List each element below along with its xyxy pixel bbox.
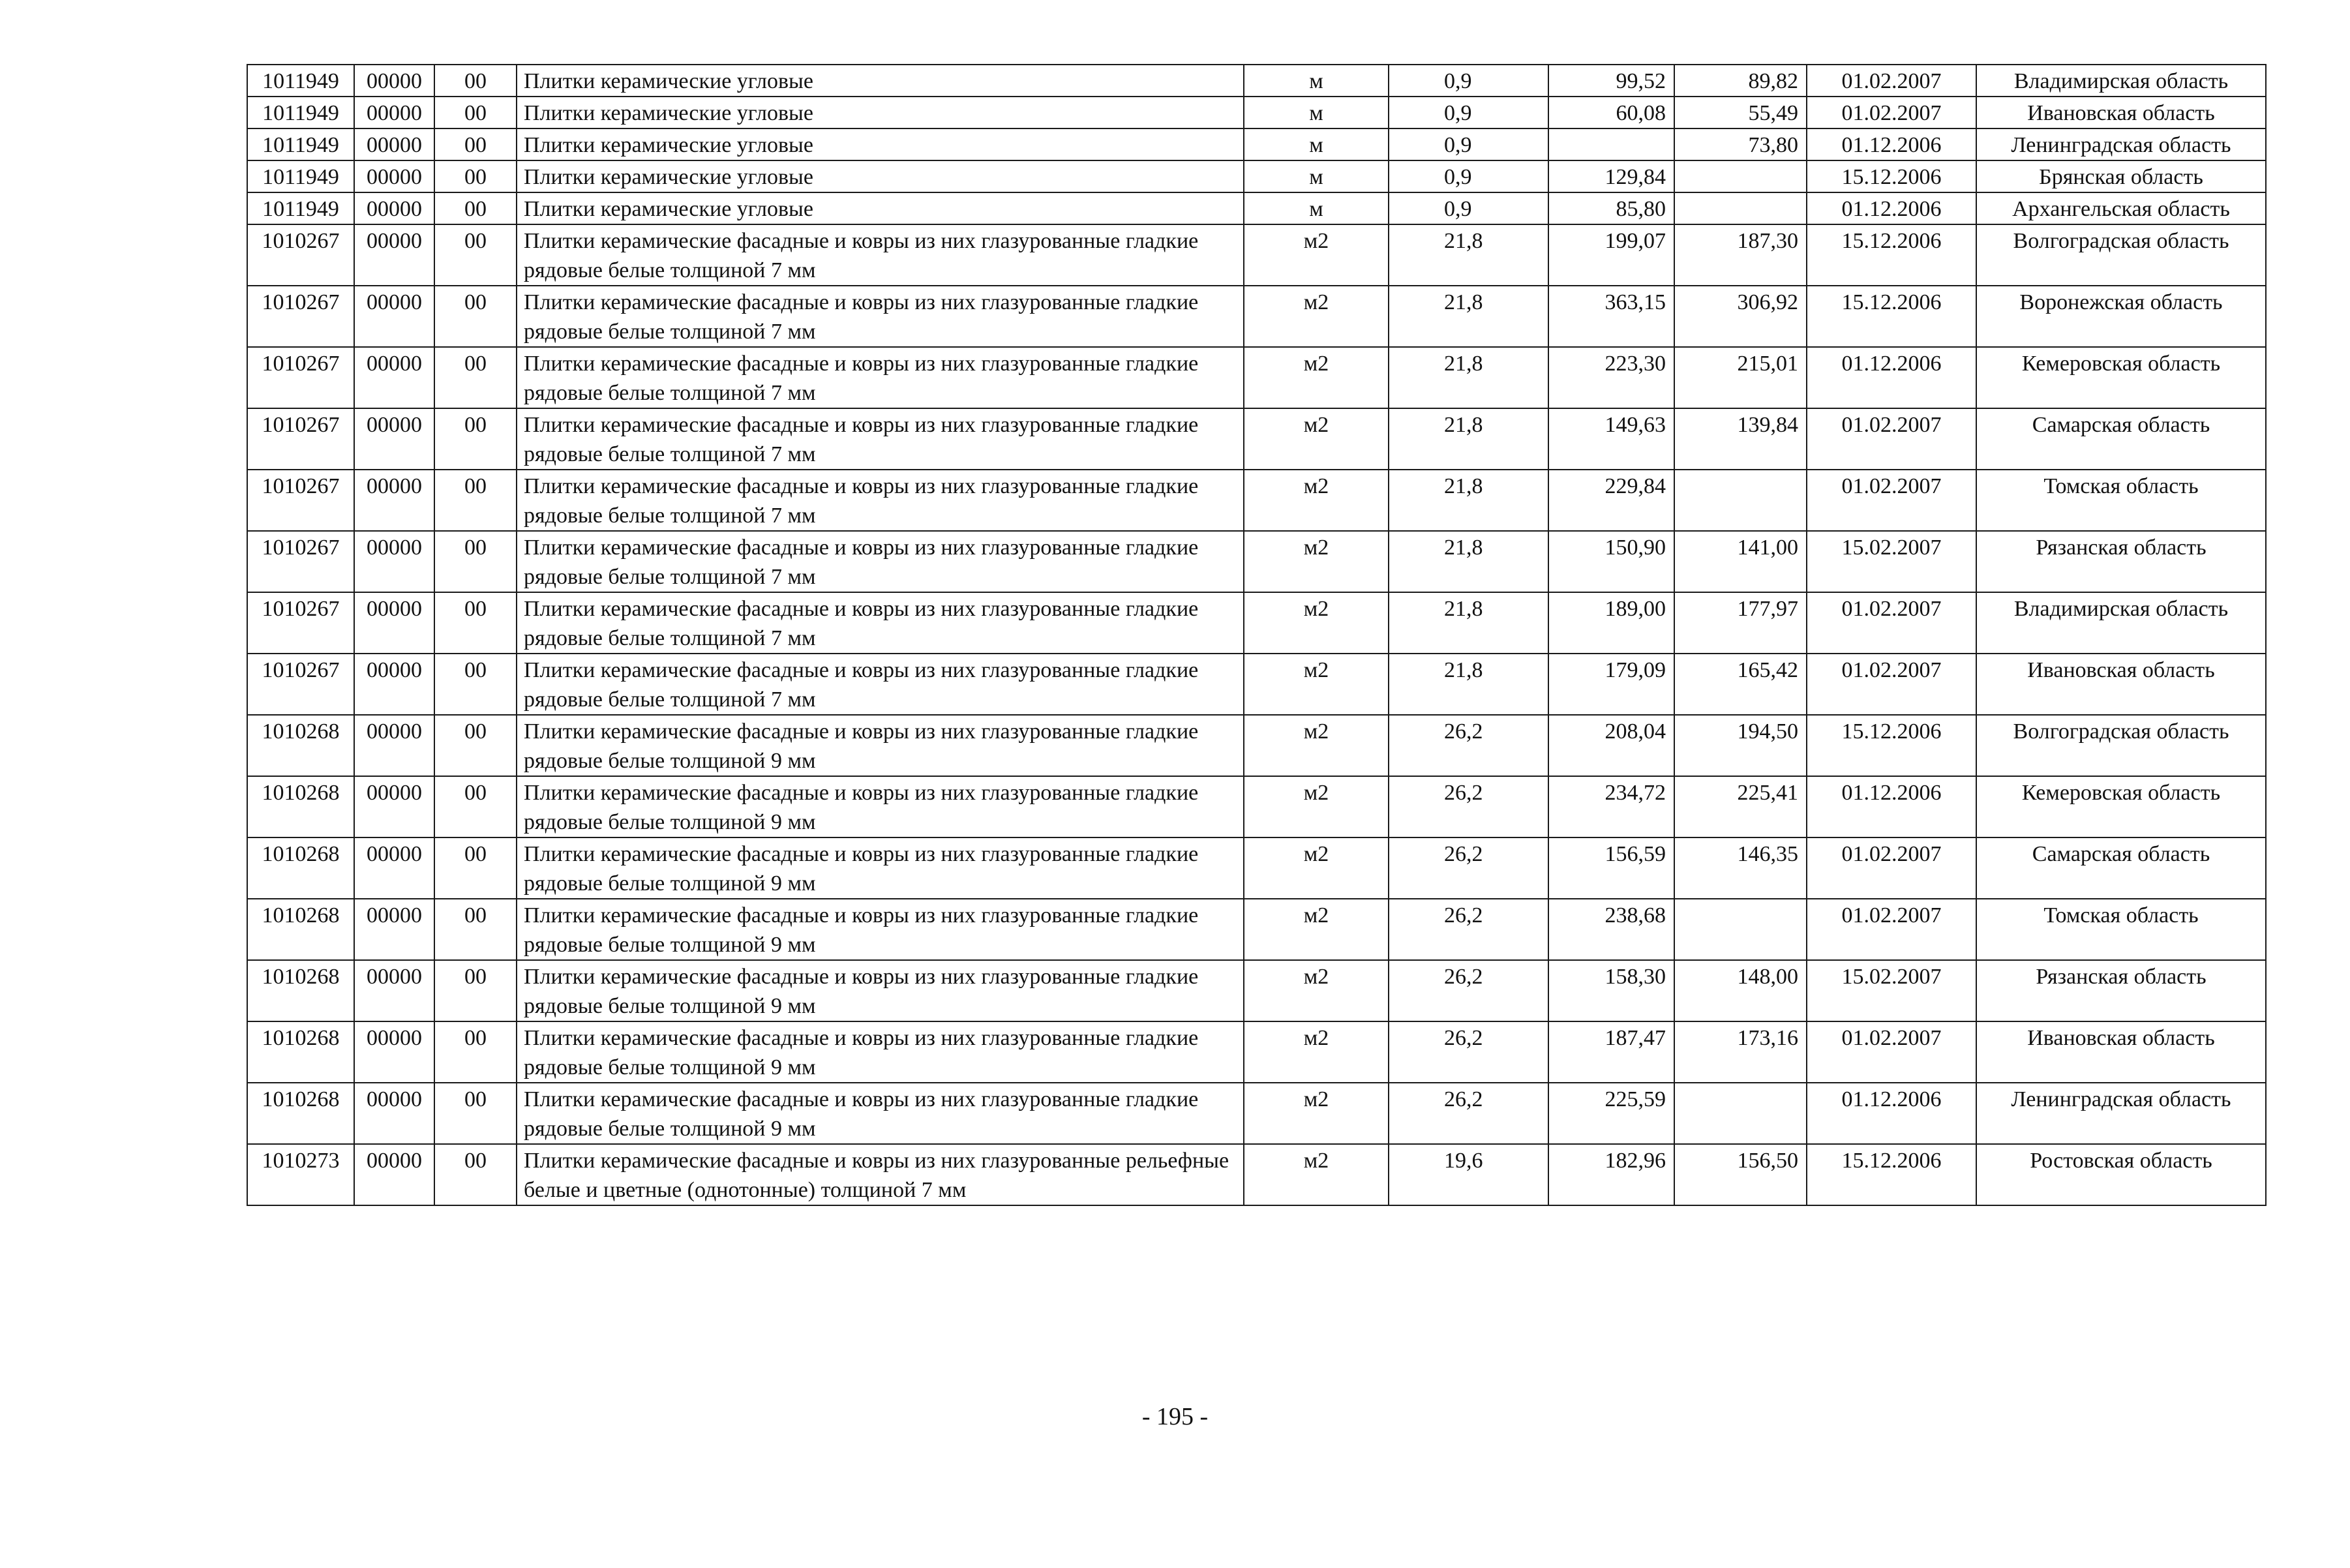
material-name-cell: Плитки керамические угловые [517,160,1244,192]
unit-cell: м2 [1244,470,1389,531]
table-body [247,65,2266,1205]
price-2-cell: 89,82 [1674,65,1807,97]
material-name-cell: Плитки керамические угловые [517,97,1244,128]
item-code-cell: 1010268 [247,899,354,960]
table-row [247,470,2266,531]
table-row [247,1144,2266,1205]
price-1-cell: 60,08 [1548,97,1674,128]
price-2-cell: 173,16 [1674,1021,1807,1083]
unit-cell: м [1244,192,1389,224]
table-row [247,65,2266,97]
price-1-cell: 229,84 [1548,470,1674,531]
subcode-cell: 00000 [354,776,434,837]
region-cell: Кемеровская область [1976,776,2266,837]
price-1-cell: 149,63 [1548,408,1674,470]
date-cell: 01.02.2007 [1807,1021,1976,1083]
unit-cell: м [1244,65,1389,97]
price-1-cell: 234,72 [1548,776,1674,837]
factor-cell: 26,2 [1389,715,1548,776]
unit-cell: м2 [1244,899,1389,960]
category-cell: 00 [434,1021,517,1083]
price-2-cell: 215,01 [1674,347,1807,408]
price-1-cell: 363,15 [1548,286,1674,347]
factor-cell: 21,8 [1389,408,1548,470]
category-cell: 00 [434,224,517,286]
price-1-cell: 187,47 [1548,1021,1674,1083]
category-cell: 00 [434,899,517,960]
subcode-cell: 00000 [354,1083,434,1144]
material-name-cell: Плитки керамические фасадные и ковры из них глазурованные гладкие рядовые белые толщиной 9 мм [517,1021,1244,1083]
date-cell: 15.12.2006 [1807,1144,1976,1205]
unit-cell: м [1244,97,1389,128]
table-row [247,654,2266,715]
date-cell: 15.12.2006 [1807,286,1976,347]
unit-cell: м2 [1244,1083,1389,1144]
factor-cell: 21,8 [1389,654,1548,715]
factor-cell: 0,9 [1389,97,1548,128]
factor-cell: 21,8 [1389,531,1548,592]
subcode-cell: 00000 [354,715,434,776]
region-cell: Кемеровская область [1976,347,2266,408]
region-cell: Самарская область [1976,837,2266,899]
price-1-cell: 99,52 [1548,65,1674,97]
unit-cell: м2 [1244,837,1389,899]
factor-cell: 19,6 [1389,1144,1548,1205]
item-code-cell: 1010268 [247,837,354,899]
factor-cell: 26,2 [1389,1021,1548,1083]
subcode-cell: 00000 [354,347,434,408]
item-code-cell: 1010267 [247,592,354,654]
factor-cell: 26,2 [1389,1083,1548,1144]
category-cell: 00 [434,960,517,1021]
factor-cell: 21,8 [1389,470,1548,531]
region-cell: Рязанская область [1976,960,2266,1021]
factor-cell: 26,2 [1389,960,1548,1021]
category-cell: 00 [434,192,517,224]
item-code-cell: 1011949 [247,192,354,224]
subcode-cell: 00000 [354,837,434,899]
material-name-cell: Плитки керамические угловые [517,192,1244,224]
price-1-cell: 158,30 [1548,960,1674,1021]
region-cell: Владимирская область [1976,592,2266,654]
subcode-cell: 00000 [354,470,434,531]
region-cell: Ленинградская область [1976,128,2266,160]
date-cell: 01.02.2007 [1807,97,1976,128]
category-cell: 00 [434,128,517,160]
category-cell: 00 [434,160,517,192]
factor-cell: 0,9 [1389,128,1548,160]
material-name-cell: Плитки керамические фасадные и ковры из них глазурованные гладкие рядовые белые толщиной 7 мм [517,592,1244,654]
material-name-cell: Плитки керамические фасадные и ковры из них глазурованные гладкие рядовые белые толщиной 9 мм [517,837,1244,899]
category-cell: 00 [434,97,517,128]
price-1-cell: 156,59 [1548,837,1674,899]
item-code-cell: 1010268 [247,1021,354,1083]
unit-cell: м2 [1244,347,1389,408]
material-name-cell: Плитки керамические фасадные и ковры из них глазурованные гладкие рядовые белые толщиной 9 мм [517,960,1244,1021]
category-cell: 00 [434,347,517,408]
date-cell: 01.02.2007 [1807,654,1976,715]
price-1-cell: 150,90 [1548,531,1674,592]
subcode-cell: 00000 [354,960,434,1021]
material-name-cell: Плитки керамические фасадные и ковры из них глазурованные гладкие рядовые белые толщиной 9 мм [517,715,1244,776]
price-2-cell: 156,50 [1674,1144,1807,1205]
date-cell: 01.12.2006 [1807,192,1976,224]
item-code-cell: 1010267 [247,531,354,592]
subcode-cell: 00000 [354,160,434,192]
price-1-cell: 179,09 [1548,654,1674,715]
unit-cell: м [1244,160,1389,192]
date-cell: 01.12.2006 [1807,776,1976,837]
table-row [247,408,2266,470]
region-cell: Владимирская область [1976,65,2266,97]
table-row [247,128,2266,160]
region-cell: Брянская область [1976,160,2266,192]
price-2-cell: 146,35 [1674,837,1807,899]
factor-cell: 26,2 [1389,776,1548,837]
factor-cell: 0,9 [1389,192,1548,224]
material-name-cell: Плитки керамические фасадные и ковры из них глазурованные гладкие рядовые белые толщиной 7 мм [517,470,1244,531]
date-cell: 01.12.2006 [1807,1083,1976,1144]
item-code-cell: 1011949 [247,65,354,97]
subcode-cell: 00000 [354,65,434,97]
date-cell: 15.02.2007 [1807,960,1976,1021]
material-name-cell: Плитки керамические фасадные и ковры из них глазурованные гладкие рядовые белые толщиной 7 мм [517,224,1244,286]
price-2-cell [1674,899,1807,960]
table-row [247,1083,2266,1144]
subcode-cell: 00000 [354,899,434,960]
item-code-cell: 1010267 [247,470,354,531]
table-row [247,160,2266,192]
region-cell: Ивановская область [1976,1021,2266,1083]
category-cell: 00 [434,654,517,715]
price-table [247,64,2267,1206]
table-row [247,224,2266,286]
table-row [247,1021,2266,1083]
price-1-cell: 85,80 [1548,192,1674,224]
region-cell: Томская область [1976,470,2266,531]
table-row [247,97,2266,128]
price-1-cell: 223,30 [1548,347,1674,408]
subcode-cell: 00000 [354,654,434,715]
region-cell: Волгоградская область [1976,224,2266,286]
factor-cell: 0,9 [1389,160,1548,192]
material-name-cell: Плитки керамические фасадные и ковры из них глазурованные гладкие рядовые белые толщиной 9 мм [517,899,1244,960]
subcode-cell: 00000 [354,286,434,347]
category-cell: 00 [434,470,517,531]
region-cell: Ивановская область [1976,97,2266,128]
subcode-cell: 00000 [354,1144,434,1205]
item-code-cell: 1011949 [247,160,354,192]
subcode-cell: 00000 [354,128,434,160]
price-2-cell: 225,41 [1674,776,1807,837]
region-cell: Архангельская область [1976,192,2266,224]
item-code-cell: 1010268 [247,960,354,1021]
date-cell: 01.12.2006 [1807,128,1976,160]
material-name-cell: Плитки керамические угловые [517,128,1244,160]
date-cell: 01.02.2007 [1807,899,1976,960]
price-2-cell: 194,50 [1674,715,1807,776]
unit-cell: м2 [1244,408,1389,470]
price-2-cell: 187,30 [1674,224,1807,286]
subcode-cell: 00000 [354,224,434,286]
region-cell: Самарская область [1976,408,2266,470]
date-cell: 15.12.2006 [1807,160,1976,192]
price-2-cell: 73,80 [1674,128,1807,160]
material-name-cell: Плитки керамические фасадные и ковры из них глазурованные гладкие рядовые белые толщиной 9 мм [517,776,1244,837]
date-cell: 01.12.2006 [1807,347,1976,408]
date-cell: 01.02.2007 [1807,65,1976,97]
table-row [247,531,2266,592]
material-name-cell: Плитки керамические фасадные и ковры из них глазурованные рельефные белые и цветные (однотонные) толщиной 7 мм [517,1144,1244,1205]
category-cell: 00 [434,776,517,837]
unit-cell: м2 [1244,592,1389,654]
region-cell: Томская область [1976,899,2266,960]
price-1-cell: 189,00 [1548,592,1674,654]
region-cell: Воронежская область [1976,286,2266,347]
material-name-cell: Плитки керамические фасадные и ковры из них глазурованные гладкие рядовые белые толщиной 7 мм [517,531,1244,592]
unit-cell: м2 [1244,286,1389,347]
item-code-cell: 1010268 [247,1083,354,1144]
price-2-cell: 165,42 [1674,654,1807,715]
subcode-cell: 00000 [354,1021,434,1083]
item-code-cell: 1010267 [247,654,354,715]
item-code-cell: 1010268 [247,776,354,837]
date-cell: 01.02.2007 [1807,408,1976,470]
table-row [247,960,2266,1021]
price-2-cell [1674,1083,1807,1144]
category-cell: 00 [434,408,517,470]
table-row [247,347,2266,408]
factor-cell: 0,9 [1389,65,1548,97]
category-cell: 00 [434,715,517,776]
price-1-cell: 208,04 [1548,715,1674,776]
material-name-cell: Плитки керамические фасадные и ковры из них глазурованные гладкие рядовые белые толщиной 7 мм [517,654,1244,715]
region-cell: Ивановская область [1976,654,2266,715]
table-row [247,592,2266,654]
category-cell: 00 [434,1083,517,1144]
date-cell: 01.02.2007 [1807,837,1976,899]
table-row [247,899,2266,960]
subcode-cell: 00000 [354,192,434,224]
price-2-cell: 148,00 [1674,960,1807,1021]
material-name-cell: Плитки керамические фасадные и ковры из них глазурованные гладкие рядовые белые толщиной 7 мм [517,408,1244,470]
price-2-cell [1674,192,1807,224]
date-cell: 15.12.2006 [1807,224,1976,286]
item-code-cell: 1010273 [247,1144,354,1205]
region-cell: Волгоградская область [1976,715,2266,776]
table-row [247,837,2266,899]
factor-cell: 21,8 [1389,347,1548,408]
region-cell: Ленинградская область [1976,1083,2266,1144]
item-code-cell: 1011949 [247,97,354,128]
table-row [247,286,2266,347]
factor-cell: 26,2 [1389,899,1548,960]
price-2-cell: 139,84 [1674,408,1807,470]
factor-cell: 21,8 [1389,286,1548,347]
item-code-cell: 1010268 [247,715,354,776]
item-code-cell: 1010267 [247,286,354,347]
item-code-cell: 1011949 [247,128,354,160]
price-1-cell: 182,96 [1548,1144,1674,1205]
table-row [247,776,2266,837]
item-code-cell: 1010267 [247,224,354,286]
factor-cell: 21,8 [1389,592,1548,654]
region-cell: Рязанская область [1976,531,2266,592]
price-1-cell: 238,68 [1548,899,1674,960]
unit-cell: м2 [1244,1021,1389,1083]
factor-cell: 26,2 [1389,837,1548,899]
material-name-cell: Плитки керамические фасадные и ковры из них глазурованные гладкие рядовые белые толщиной 9 мм [517,1083,1244,1144]
subcode-cell: 00000 [354,97,434,128]
category-cell: 00 [434,1144,517,1205]
price-1-cell: 129,84 [1548,160,1674,192]
material-name-cell: Плитки керамические угловые [517,65,1244,97]
unit-cell: м2 [1244,531,1389,592]
price-2-cell: 306,92 [1674,286,1807,347]
subcode-cell: 00000 [354,592,434,654]
price-1-cell: 199,07 [1548,224,1674,286]
unit-cell: м2 [1244,715,1389,776]
unit-cell: м2 [1244,1144,1389,1205]
price-2-cell: 141,00 [1674,531,1807,592]
date-cell: 15.12.2006 [1807,715,1976,776]
region-cell: Ростовская область [1976,1144,2266,1205]
unit-cell: м2 [1244,776,1389,837]
category-cell: 00 [434,531,517,592]
table-row [247,715,2266,776]
unit-cell: м2 [1244,654,1389,715]
item-code-cell: 1010267 [247,408,354,470]
page-number: - 195 - [1141,1403,1209,1430]
category-cell: 00 [434,286,517,347]
factor-cell: 21,8 [1389,224,1548,286]
price-2-cell [1674,470,1807,531]
subcode-cell: 00000 [354,531,434,592]
unit-cell: м2 [1244,960,1389,1021]
material-name-cell: Плитки керамические фасадные и ковры из них глазурованные гладкие рядовые белые толщиной 7 мм [517,286,1244,347]
price-2-cell: 177,97 [1674,592,1807,654]
item-code-cell: 1010267 [247,347,354,408]
category-cell: 00 [434,592,517,654]
price-2-cell [1674,160,1807,192]
category-cell: 00 [434,65,517,97]
unit-cell: м2 [1244,224,1389,286]
date-cell: 01.02.2007 [1807,592,1976,654]
subcode-cell: 00000 [354,408,434,470]
date-cell: 01.02.2007 [1807,470,1976,531]
price-1-cell: 225,59 [1548,1083,1674,1144]
unit-cell: м [1244,128,1389,160]
price-1-cell [1548,128,1674,160]
category-cell: 00 [434,837,517,899]
table-row [247,192,2266,224]
date-cell: 15.02.2007 [1807,531,1976,592]
price-2-cell: 55,49 [1674,97,1807,128]
material-name-cell: Плитки керамические фасадные и ковры из них глазурованные гладкие рядовые белые толщиной 7 мм [517,347,1244,408]
